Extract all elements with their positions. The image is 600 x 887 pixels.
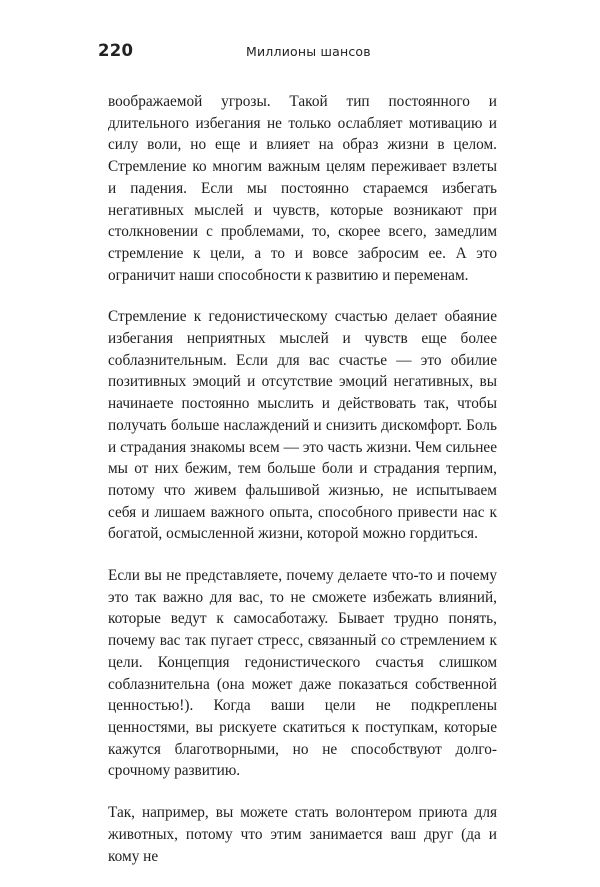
paragraph-1: воображаемой угрозы. Такой тип постоянного и длительного избегания не только ослабляет мотивацию и силу воли, но еще и влияет на образ жизни в целом. Стремление ко многим важным целям переживает взлеты и падения. Если мы постоянно стараемся избегать негативных мыслей и чувств, которые возникают при столкновении с проблемами, то, скорее всего, замедлим стремление к цели, а то и вовсе забросим ее. А это ограничит наши способности к развитию и переменам. bbox=[108, 93, 497, 284]
page-number: 220 bbox=[98, 41, 134, 60]
paragraph-2: Стремление к гедонистическому счастью делает обаяние избегания неприятных мыслей и чувств еще более соблазнительным. Если для вас счастье — это обилие позитивных эмоций и отсутствие эмоций негативных, вы начинаете постоянно мыслить и действовать так, чтобы получать больше наслаждений и снизить дискомфорт. Боль и страдания знакомы всем — это часть жизни. Чем сильнее мы от них бежим, тем больше боли и страдания терпим, потому что живем фальшивой жизнью, не испытываем себя и лишаем важного опыта, способного привести нас к богатой, осмысленной жизни, которой можно гордиться. bbox=[108, 308, 497, 543]
body-text bbox=[108, 91, 497, 887]
book-title: Миллионы шансов bbox=[246, 44, 371, 59]
paragraph-3: Если вы не представляете, почему делаете что-то и почему это так важно для вас, то не сможете избежать влияний, которые ведут к самосаботажу. Бывает трудно понять, почему вас так пугает стресс, связанный со стремлением к цели. Концепция гедонистического счастья слишком соблазнительна (она может даже показаться собственной ценностью!). Когда ваши цели не подкреплены ценностями, вы рискуете скатиться к поступкам, которые кажутся благотворными, но не способствуют долгосрочному развитию. bbox=[108, 567, 497, 780]
running-header bbox=[98, 41, 518, 63]
paragraph-4: Так, например, вы можете стать волонтером приюта для животных, потому что этим занимается ваш друг (да и кому не bbox=[108, 804, 497, 865]
